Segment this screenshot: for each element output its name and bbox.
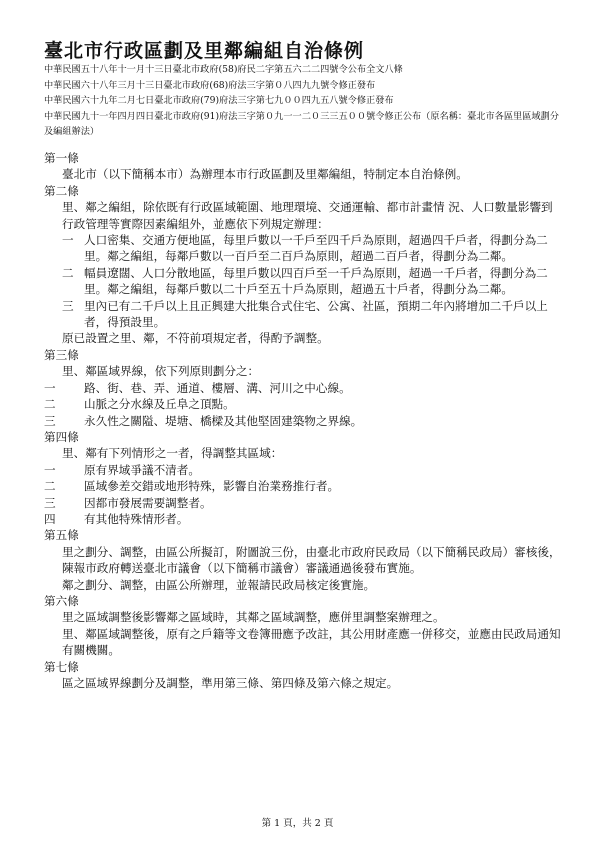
item-text: 山脈之分水線及丘阜之頂點。 bbox=[84, 397, 235, 412]
article-text: 里、鄰有下列情形之一者，得調整其區域： bbox=[62, 446, 283, 461]
item-text: 有其他特殊情形者。 bbox=[84, 511, 189, 526]
item-text: 區域參差交錯或地形特殊，影響自治業務推行者。 bbox=[84, 479, 340, 494]
document-title: 臺北市行政區劃及里鄰編組自治條例 bbox=[44, 40, 365, 62]
article-item bbox=[62, 265, 564, 298]
item-number: 四 bbox=[44, 511, 56, 526]
article-item bbox=[44, 380, 564, 396]
item-text: 幅員遼闊、人口分散地區，每里戶數以四百戶至一千戶為原則，超過一千戶者，得劃分為二里。鄰之編組，每鄰戶數以二十戶至五十戶為原則，超過五十戶者，得劃分為二鄰。 bbox=[84, 265, 548, 297]
history-line: 中華民國六十九年二月七日臺北市政府(79)府法三字第七九００四九五八號令修正發布 bbox=[44, 95, 394, 106]
item-number: 三 bbox=[44, 495, 56, 510]
article-heading: 第一條 bbox=[44, 151, 79, 165]
article-heading: 第五條 bbox=[44, 528, 79, 543]
article-text: 里、鄰區域調整後，原有之戶籍等文卷簿冊應予改註，其公用財產應一併移交，並應由民政局通知有關機關。 bbox=[62, 626, 561, 658]
article-text: 區之區域界線劃分及調整，準用第三條、第四條及第六條之規定。 bbox=[62, 676, 399, 690]
item-text: 永久性之關隘、堤塘、橋樑及其他堅固建築物之界線。 bbox=[84, 413, 363, 428]
item-text: 人口密集、交通方便地區，每里戶數以一千戶至四千戶為原則，超過四千戶者，得劃分為二里。鄰之編組，每鄰戶數以一百戶至二百戶為原則，超過二百戶者，得劃分為二鄰。 bbox=[84, 233, 548, 264]
article-heading: 第六條 bbox=[44, 593, 79, 608]
article-item bbox=[62, 232, 564, 265]
item-number: 一 bbox=[44, 462, 56, 477]
page-number: 第 1 頁，共 2 頁 bbox=[261, 818, 334, 829]
article-text: 里、鄰之編組，除依既有行政區域範圍、地理環境、交通運輸、都市計畫情 況、人口數量影響到行政管理等實際因素編組外，並應依下列規定辦理： bbox=[62, 200, 553, 231]
article-text: 原已設置之里、鄰，不符前項規定者，得酌予調整。 bbox=[62, 331, 329, 346]
item-number: 二 bbox=[62, 265, 74, 280]
item-text: 原有界域爭議不清者。 bbox=[84, 462, 200, 477]
item-number: 一 bbox=[62, 233, 74, 248]
item-number: 三 bbox=[62, 298, 74, 313]
history-line: 中華民國五十八年十一月十三日臺北市政府(58)府民二字第五六二二四號令公布全文八條 bbox=[44, 64, 403, 75]
article-heading: 第四條 bbox=[44, 429, 79, 444]
article-item bbox=[44, 462, 564, 478]
article-item bbox=[62, 298, 564, 331]
article-item bbox=[44, 413, 564, 429]
item-text: 路、街、巷、弄、通道、樓層、溝、河川之中心線。 bbox=[84, 380, 351, 395]
item-number: 二 bbox=[44, 397, 56, 412]
article-heading: 第二條 bbox=[44, 183, 79, 198]
history-line: 中華民國九十一年四月四日臺北市政府(91)府法三字第０九一一二０三三五００號令修正公布（原名稱：臺北市各區里區域劃分及編組辦法） bbox=[44, 110, 559, 137]
article-text: 里之劃分、調整，由區公所擬訂，附圖說三份，由臺北市政府民政局（以下簡稱民政局）審核後，陳報市政府轉送臺北市議會（以下簡稱市議會）審議通過後發布實施。 bbox=[62, 544, 561, 576]
legislative-history bbox=[44, 62, 564, 140]
history-line: 中華民國六十八年三月十三日臺北市政府(68)府法三字第０八四九九號令修正發布 bbox=[44, 79, 376, 91]
article-item bbox=[44, 511, 564, 527]
article-text: 臺北市（以下簡稱本市）為辦理本市行政區劃及里鄰編組，特制定本自治條例。 bbox=[62, 167, 468, 182]
item-number: 二 bbox=[44, 479, 56, 494]
article-text: 鄰之劃分、調整，由區公所辦理，並報請民政局核定後實施。 bbox=[62, 577, 376, 592]
article-item bbox=[44, 396, 564, 412]
article-item bbox=[44, 495, 564, 511]
item-text: 里內已有二千戶以上且正興建大批集合式住宅、公寓、社區，預期二年內將增加二千戶以上者，得預設里。 bbox=[84, 298, 548, 330]
article-item bbox=[44, 478, 564, 494]
item-number: 一 bbox=[44, 380, 56, 395]
article-text: 里之區域調整後影響鄰之區域時，其鄰之區域調整，應併里調整案辦理之。 bbox=[62, 610, 445, 625]
article-heading: 第三條 bbox=[44, 347, 79, 362]
article-heading: 第七條 bbox=[44, 659, 79, 674]
articles bbox=[44, 150, 564, 691]
item-number: 三 bbox=[44, 413, 56, 428]
article-text: 里、鄰區域界線，依下列原則劃分之： bbox=[62, 364, 260, 379]
item-text: 因都市發展需要調整者。 bbox=[84, 495, 212, 510]
